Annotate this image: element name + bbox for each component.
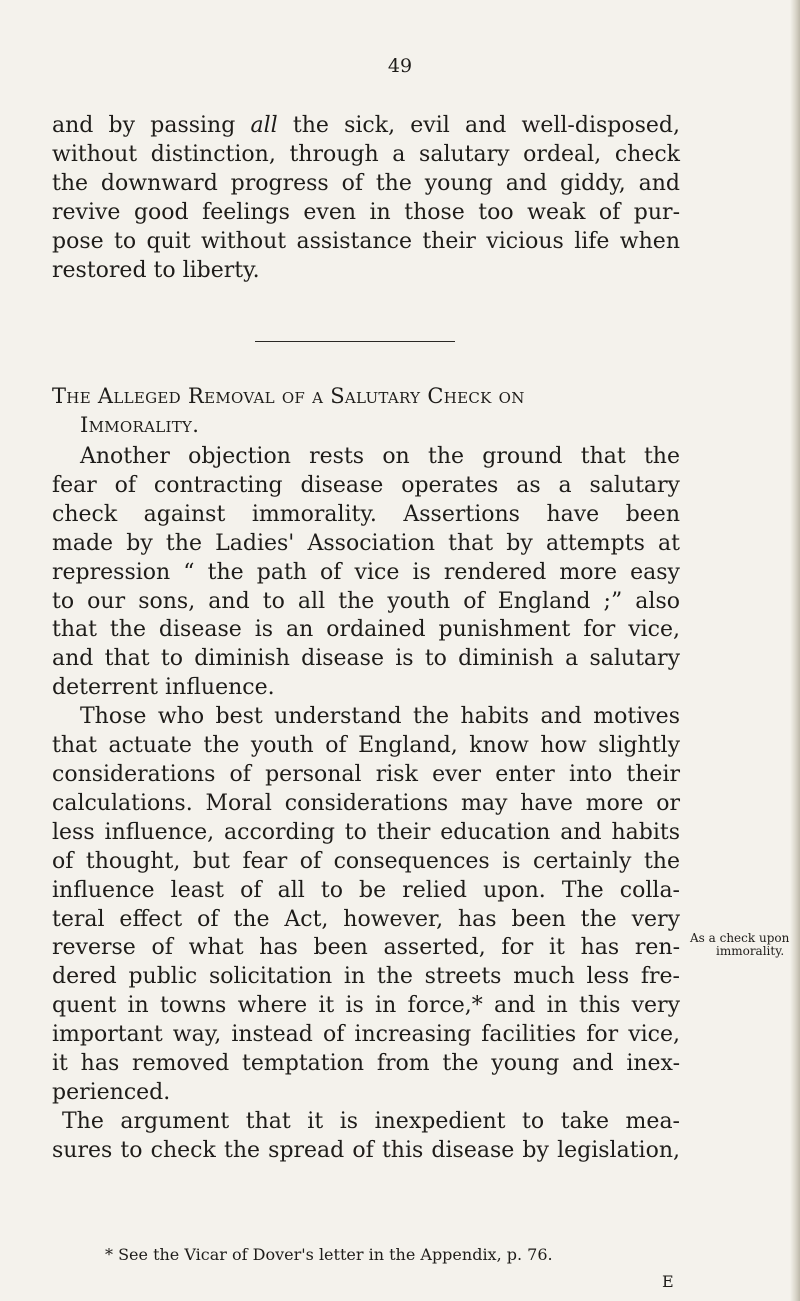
text-line: without distinction, through a salutary ordeal, check bbox=[52, 141, 680, 167]
text-line: it has removed temptation from the young and inex- bbox=[52, 1051, 680, 1077]
text-line: considerations of personal risk ever enter into their bbox=[52, 761, 680, 787]
text-line: The argument that it is inexpedient to take mea- bbox=[62, 1108, 680, 1134]
signature-mark: E bbox=[662, 1272, 674, 1291]
text-line: Another objection rests on the ground that the bbox=[80, 444, 680, 469]
body-paragraphs bbox=[52, 443, 680, 1166]
text-line: less influence, according to their education and habits bbox=[52, 819, 680, 845]
text-line: influence least of all to be relied upon. The colla- bbox=[52, 877, 680, 903]
intro-paragraph bbox=[52, 112, 680, 285]
page-edge-shadow bbox=[790, 0, 800, 1301]
text-line: perienced. bbox=[52, 1079, 171, 1105]
text-line: made by the Ladies' Association that by attempts at bbox=[52, 530, 680, 556]
text-line: teral effect of the Act, however, has been the very bbox=[52, 906, 680, 932]
text-line: and that to diminish disease is to diminish a salutary bbox=[52, 646, 680, 672]
text-line: that actuate the youth of England, know how slightly bbox=[52, 733, 680, 759]
text-line: check against immorality. Assertions have been bbox=[52, 501, 680, 527]
text-line: deterrent influence. bbox=[52, 675, 275, 701]
section-divider bbox=[255, 341, 455, 342]
section-heading bbox=[52, 382, 692, 440]
text-line: revive good feelings even in those too weak of pur- bbox=[52, 199, 680, 225]
text-line: pose to quit without assistance their vicious life when bbox=[52, 228, 680, 254]
text-line: important way, instead of increasing facilities for vice, bbox=[52, 1022, 680, 1048]
text-line: sures to check the spread of this disease by legislation, bbox=[52, 1137, 680, 1163]
page-number: 49 bbox=[387, 55, 413, 77]
text-line: quent in towns where it is in force,* and in this very bbox=[52, 993, 680, 1019]
text-line: the downward progress of the young and giddy, and bbox=[52, 170, 680, 196]
margin-note-line-2: immorality. bbox=[716, 944, 785, 958]
text-line: reverse of what has been asserted, for it has ren- bbox=[52, 935, 680, 961]
text-line: to our sons, and to all the youth of England ;” also bbox=[52, 588, 680, 614]
heading-line-2: Immorality. bbox=[80, 413, 200, 437]
text-line: that the disease is an ordained punishment for vice, bbox=[52, 617, 680, 643]
text-line: Those who best understand the habits and motives bbox=[80, 704, 680, 730]
text-line: restored to liberty. bbox=[52, 257, 260, 283]
text-line: calculations. Moral considerations may have more or bbox=[52, 790, 680, 816]
heading-line-1: The Alleged Removal of a Salutary Check on bbox=[52, 384, 525, 408]
margin-note bbox=[690, 932, 800, 958]
text-line: repression “ the path of vice is rendered more easy bbox=[52, 559, 680, 585]
text-line: and by passing all the sick, evil and well-disposed, bbox=[52, 113, 680, 138]
margin-note-line-1: As a check upon bbox=[690, 931, 790, 945]
emphasis-all: all bbox=[250, 113, 278, 138]
text-line: dered public solicitation in the streets much less fre- bbox=[52, 964, 680, 990]
footnote: * See the Vicar of Dover's letter in the Appendix, p. 76. bbox=[105, 1245, 553, 1264]
text-line: fear of contracting disease operates as a salutary bbox=[52, 472, 680, 498]
text-line: of thought, but fear of consequences is certainly the bbox=[52, 848, 680, 874]
